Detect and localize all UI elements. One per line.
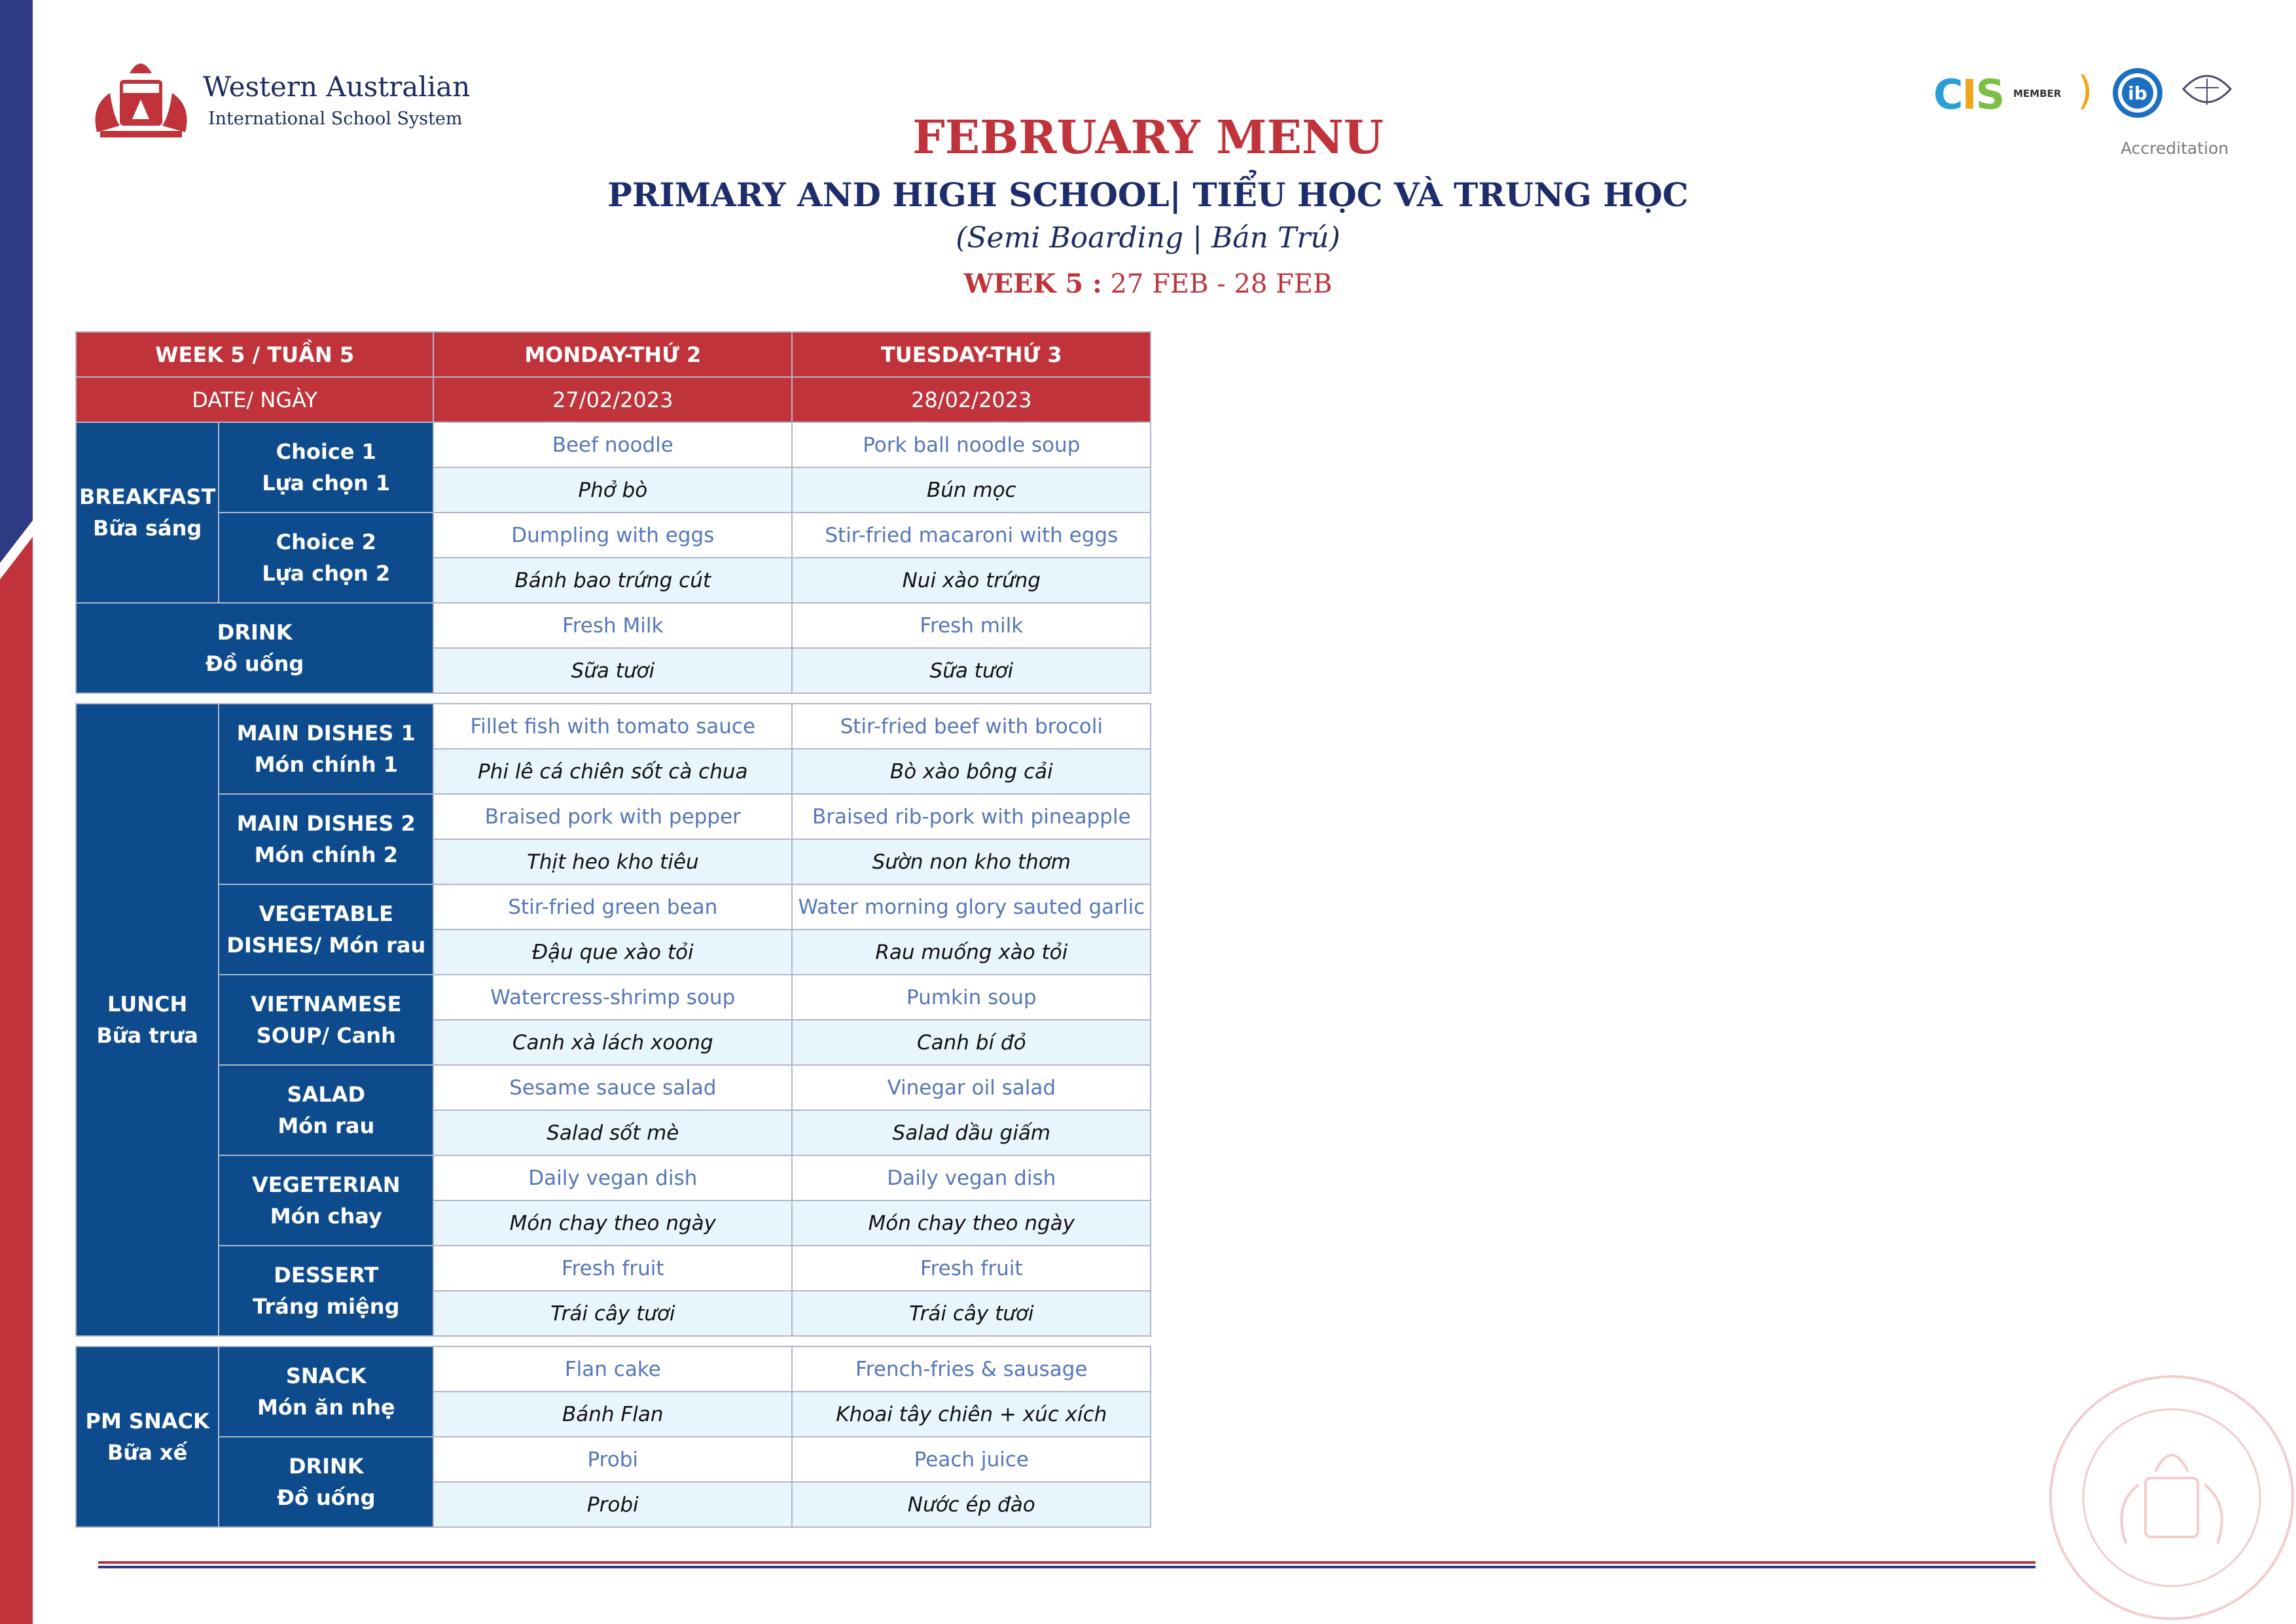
dish-en: Flan cake: [433, 1346, 792, 1392]
dish-vi: Canh bí đỏ: [792, 1020, 1151, 1065]
dish-en: Braised rib-pork with pineapple: [792, 794, 1151, 839]
date-row: [76, 377, 1151, 422]
section-gap: [76, 693, 1151, 704]
dish-vi: Sườn non kho thơm: [792, 839, 1151, 884]
dish-vi: Canh xà lách xoong: [433, 1020, 792, 1065]
dish-vi: Bánh Flan: [433, 1392, 792, 1437]
dish-vi: Probi: [433, 1482, 792, 1527]
dish-vi: Khoai tây chiên + xúc xích: [792, 1392, 1151, 1437]
dish-en: Fresh fruit: [433, 1246, 792, 1291]
breakfast-choice2-label: Choice 2 Lựa chọn 2: [219, 513, 433, 603]
dish-en: Stir-fried green bean: [433, 884, 792, 929]
lunch-salad-label: SALAD Món rau: [219, 1065, 433, 1155]
brand-name: Western Australian: [203, 71, 471, 103]
header-row: [76, 332, 1151, 377]
dish-en: Vinegar oil salad: [792, 1065, 1151, 1110]
dish-en: Pork ball noodle soup: [792, 422, 1151, 467]
dish-vi: Phở bò: [433, 467, 792, 513]
table-row: [76, 884, 1151, 929]
lunch-main1-label: MAIN DISHES 1 Món chính 1: [219, 704, 433, 794]
dish-vi: Bánh bao trứng cút: [433, 558, 792, 603]
dish-en: Water morning glory sauted garlic: [792, 884, 1151, 929]
day-header-tuesday: TUESDAY-THỨ 3: [792, 332, 1151, 377]
week-range: [0, 268, 2296, 299]
dish-vi: Bún mọc: [792, 467, 1151, 513]
dish-vi: Sữa tươi: [792, 648, 1151, 693]
dish-en: Fresh milk: [792, 603, 1151, 648]
lunch-vegan-label: VEGETERIAN Món chay: [219, 1155, 433, 1246]
lunch-dessert-label: DESSERT Tráng miệng: [219, 1246, 433, 1336]
dish-en: Probi: [433, 1437, 792, 1482]
table-row: [76, 704, 1151, 749]
dish-vi: Trái cây tươi: [792, 1291, 1151, 1336]
accreditation-label: Accreditation: [2121, 139, 2229, 158]
breakfast-drink-label: DRINK Đồ uống: [76, 603, 433, 693]
dish-en: Stir-fried macaroni with eggs: [792, 513, 1151, 558]
week-header: WEEK 5 / TUẦN 5: [76, 332, 433, 377]
dish-vi: Nước ép đào: [792, 1482, 1151, 1527]
table-row: [76, 794, 1151, 839]
dish-vi: Rau muống xào tỏi: [792, 929, 1151, 975]
dish-en: Daily vegan dish: [433, 1155, 792, 1200]
lunch-soup-label: VIETNAMESE SOUP/ Canh: [219, 975, 433, 1065]
dish-vi: Trái cây tươi: [433, 1291, 792, 1336]
page-subtitle: PRIMARY AND HIGH SCHOOL| TIỂU HỌC VÀ TRUNG HỌC: [607, 175, 1689, 214]
dish-en: Peach juice: [792, 1437, 1151, 1482]
dish-en: Daily vegan dish: [792, 1155, 1151, 1200]
table-row: [76, 1246, 1151, 1291]
dish-vi: Món chay theo ngày: [433, 1200, 792, 1246]
dish-en: Fresh fruit: [792, 1246, 1151, 1291]
table-row: [76, 1155, 1151, 1200]
cis-paren-icon: ): [2077, 68, 2093, 114]
snack-item-label: SNACK Món ăn nhẹ: [219, 1346, 433, 1437]
date-tuesday: 28/02/2023: [792, 377, 1151, 422]
table-row: [76, 422, 1151, 467]
dish-en: Dumpling with eggs: [433, 513, 792, 558]
brand-subname: International School System: [208, 109, 463, 129]
dish-en: Watercress-shrimp soup: [433, 975, 792, 1020]
dish-vi: Bò xào bông cải: [792, 749, 1151, 794]
page-title: FEBRUARY MENU: [912, 110, 1384, 164]
dish-vi: Thịt heo kho tiêu: [433, 839, 792, 884]
dish-en: Pumkin soup: [792, 975, 1151, 1020]
table-row: [76, 1346, 1151, 1392]
cis-member-text: MEMBER: [2013, 88, 2062, 99]
date-monday: 27/02/2023: [433, 377, 792, 422]
date-label: DATE/ NGÀY: [76, 377, 433, 422]
accreditation-crest-icon: [2179, 68, 2234, 117]
table-row: [76, 1065, 1151, 1110]
dish-en: French-fries & sausage: [792, 1346, 1151, 1392]
week-dates: 27 FEB - 28 FEB: [1110, 269, 1333, 299]
dish-en: Braised pork with pepper: [433, 794, 792, 839]
dish-vi: Đậu que xào tỏi: [433, 929, 792, 975]
table-row: [76, 513, 1151, 558]
dish-en: Beef noodle: [433, 422, 792, 467]
breakfast-label: BREAKFAST Bữa sáng: [76, 422, 219, 603]
dish-vi: Nui xào trứng: [792, 558, 1151, 603]
snack-drink-label: DRINK Đồ uống: [219, 1437, 433, 1527]
dish-en: Fillet fish with tomato sauce: [433, 704, 792, 749]
dish-en: Fresh Milk: [433, 603, 792, 648]
table-row: [76, 603, 1151, 648]
cis-logo: CIS: [1933, 71, 2004, 118]
boarding-type: (Semi Boarding | Bán Trú): [956, 221, 1340, 255]
dish-vi: Salad dầu giấm: [792, 1110, 1151, 1155]
dish-vi: Món chay theo ngày: [792, 1200, 1151, 1246]
menu-table: [75, 331, 1151, 1528]
svg-text:ib: ib: [2128, 82, 2147, 104]
dish-en: Stir-fried beef with brocoli: [792, 704, 1151, 749]
bottom-divider: [98, 1561, 2036, 1569]
lunch-veg-label: VEGETABLE DISHES/ Món rau: [219, 884, 433, 975]
breakfast-choice1-label: Choice 1 Lựa chọn 1: [219, 422, 433, 513]
dish-vi: Salad sốt mè: [433, 1110, 792, 1155]
dish-en: Sesame sauce salad: [433, 1065, 792, 1110]
school-seal-watermark: [2041, 1367, 2296, 1624]
table-row: [76, 1437, 1151, 1482]
section-gap: [76, 1336, 1151, 1346]
table-row: [76, 975, 1151, 1020]
dish-vi: Sữa tươi: [433, 648, 792, 693]
lunch-main2-label: MAIN DISHES 2 Món chính 2: [219, 794, 433, 884]
dish-vi: Phi lê cá chiên sốt cà chua: [433, 749, 792, 794]
snack-label: PM SNACK Bữa xế: [76, 1346, 219, 1527]
week-label: WEEK 5 :: [963, 268, 1102, 299]
day-header-monday: MONDAY-THỨ 2: [433, 332, 792, 377]
lunch-label: LUNCH Bữa trưa: [76, 704, 219, 1336]
